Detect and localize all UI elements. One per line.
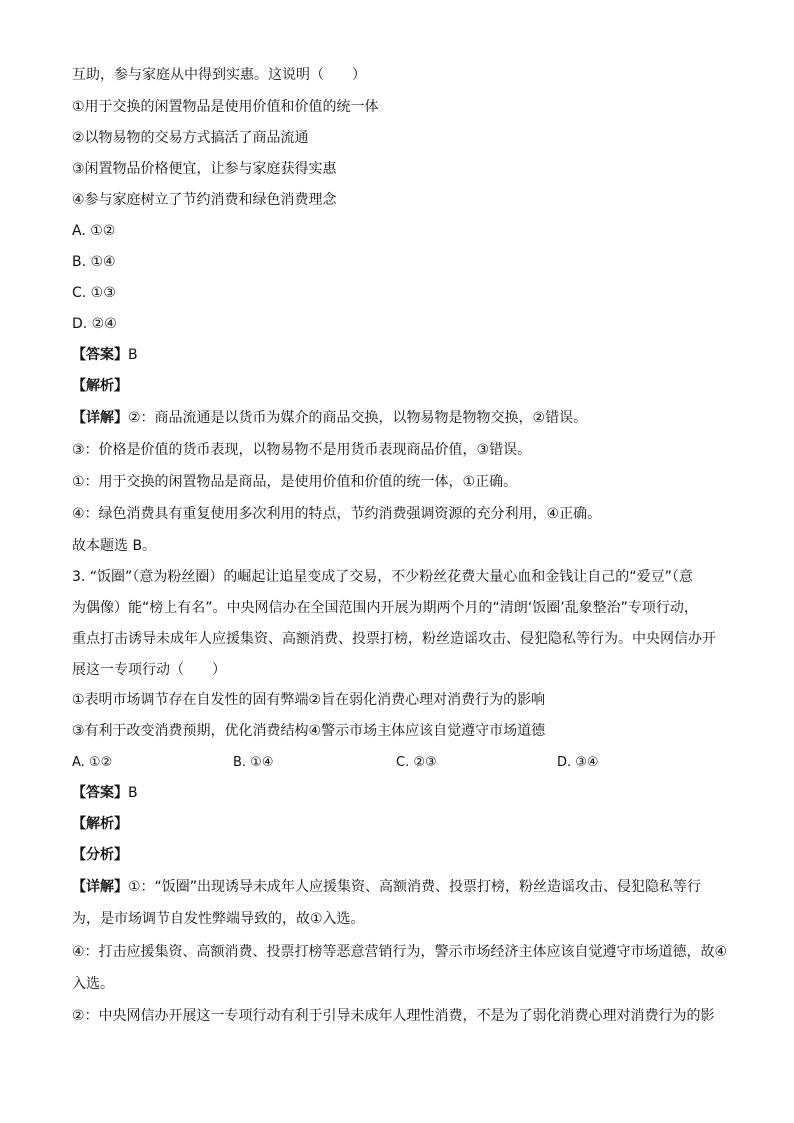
q2-stem-tail: 互助，参与家庭从中得到实惠。这说明（ ） <box>72 67 366 83</box>
q2-answer-line <box>72 345 722 365</box>
q2-detail-tag: 【详解】 <box>72 410 128 426</box>
q3-items-line-2: ③有利于改变消费预期，优化消费结构④警示市场主体应该自觉遵守市场道德 <box>72 723 546 739</box>
q2-analysis-line <box>72 376 722 396</box>
q2-option-a: A. ①② <box>72 223 116 239</box>
q2-analysis-tag: 【解析】 <box>72 378 128 394</box>
q3-option-b: B. ①④ <box>233 755 274 770</box>
q3-analysis-tag: 【解析】 <box>72 816 128 832</box>
q3-stem-line-3: 重点打击诱导未成年人应援集资、高额消费、投票打榜，粉丝造谣攻击、侵犯隐私等行为。中央网信办开 <box>72 631 716 647</box>
q3-option-d: D. ③④ <box>557 755 599 770</box>
q2-item-4: ④参与家庭树立了节约消费和绿色消费理念 <box>72 192 337 208</box>
q3-detail-text-1: ①：“饭圈”出现诱导未成年人应援集资、高额消费、投票打榜，粉丝造谣攻击、侵犯隐私等行 <box>128 879 702 895</box>
q2-detail-line-3: ①：用于交换的闲置物品是商品，是使用价值和价值的统一体，①正确。 <box>72 474 518 490</box>
q2-detail-line-1 <box>72 408 732 428</box>
q3-analysis2-line <box>72 845 722 865</box>
q2-answer-value: B <box>128 347 138 363</box>
q3-stem-line-2: 为偶像）能“榜上有名”。中央网信办在全国范围内开展为期两个月的“清朗‘饭圈’乱象整治”专项行动， <box>72 600 698 616</box>
q3-analysis2-tag: 【分析】 <box>72 847 128 863</box>
q2-item-1: ①用于交换的闲置物品是使用价值和价值的统一体 <box>72 99 379 115</box>
q2-option-b: B. ①④ <box>72 254 116 270</box>
q3-stem-line-1: 3. “饭圈”（意为粉丝圈）的崛起让追星变成了交易，不少粉丝花费大量心血和金钱让自己的“爱豆”（意 <box>72 569 693 585</box>
q3-answer-line <box>72 783 722 803</box>
q3-detail-tag: 【详解】 <box>72 879 128 895</box>
q3-analysis-line <box>72 814 722 834</box>
q2-option-c: C. ①③ <box>72 285 116 301</box>
q3-option-c: C. ②③ <box>396 755 437 770</box>
q2-detail-line-2: ③：价格是价值的货币表现，以物易物不是用货币表现商品价值，③错误。 <box>72 442 532 458</box>
q2-conclusion: 故本题选 B。 <box>72 538 157 554</box>
q3-answer-value: B <box>128 785 138 801</box>
q3-stem-line-4: 展这一专项行动（ ） <box>72 662 226 678</box>
q3-detail-line-1 <box>72 877 732 897</box>
q3-answer-tag: 【答案】 <box>72 785 128 801</box>
q2-item-2: ②以物易物的交易方式搞活了商品流通 <box>72 130 309 146</box>
q3-items-line-1: ①表明市场调节存在自发性的固有弊端②旨在弱化消费心理对消费行为的影响 <box>72 692 546 708</box>
q3-detail-line-2: 为，是市场调节自发性弊端导致的，故①入选。 <box>72 911 365 927</box>
q2-item-3: ③闲置物品价格便宜，让参与家庭获得实惠 <box>72 161 337 177</box>
q3-detail-line-5: ②：中央网信办开展这一专项行动有利于引导未成年人理性消费，不是为了弱化消费心理对消费行为的影 <box>72 1008 715 1024</box>
q2-option-d: D. ②④ <box>72 316 117 332</box>
q3-detail-line-3: ④：打击应援集资、高额消费、投票打榜等恶意营销行为，警示市场经济主体应该自觉遵守市场道德，故④ <box>72 944 728 960</box>
q2-detail-line-4: ④：绿色消费具有重复使用多次利用的特点，节约消费强调资源的充分利用，④正确。 <box>72 506 602 522</box>
q3-detail-line-4: 入选。 <box>72 976 114 992</box>
q2-detail-text-1: ②：商品流通是以货币为媒介的商品交换，以物易物是物物交换，②错误。 <box>128 410 588 426</box>
q2-answer-tag: 【答案】 <box>72 347 128 363</box>
q3-option-a: A. ①② <box>72 755 113 770</box>
